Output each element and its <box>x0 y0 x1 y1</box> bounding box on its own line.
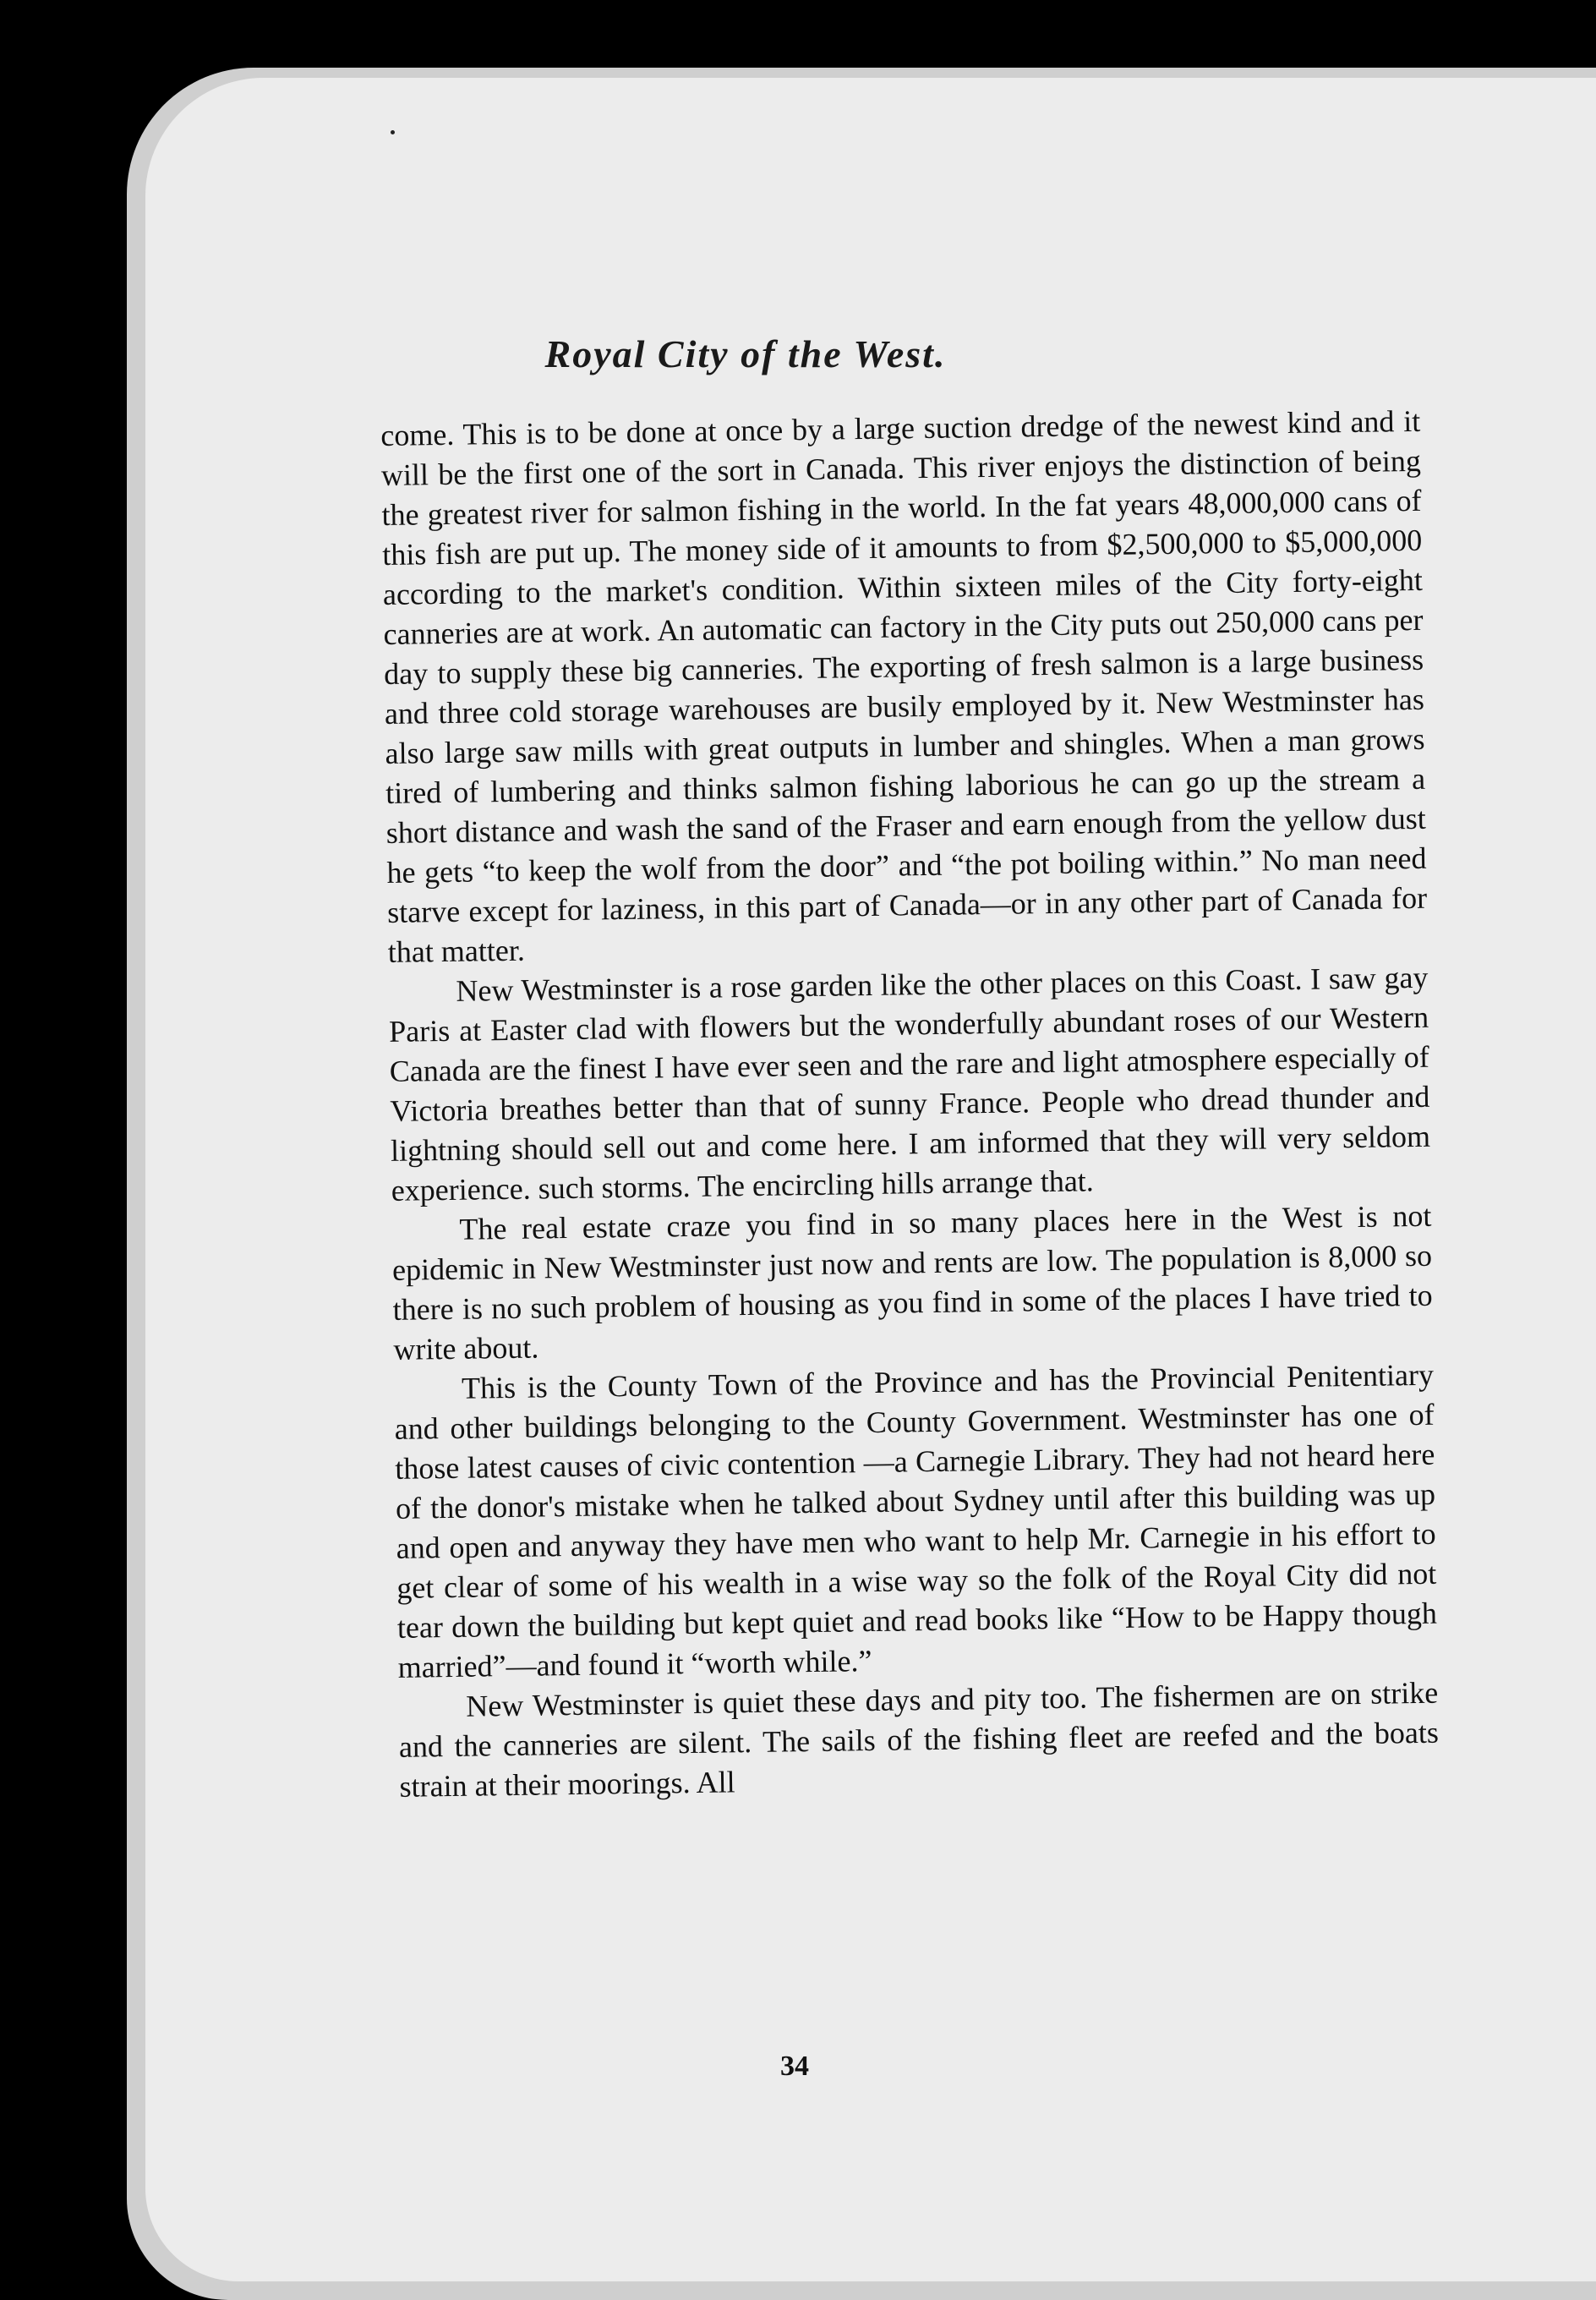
page-number: 34 <box>780 2051 809 2082</box>
ink-speck <box>391 130 395 134</box>
running-head: Royal City of the West. <box>544 332 947 375</box>
paragraph: New Westminster is a rose garden like the other places on this Coast. I saw gay Paris at Easter clad with flowers but the wonderfully abundant roses of our Western Canada are the finest I have ever seen and the rare and light atmosphere especially of Victoria breathes better than that of sunny France. People who dread thunder and lightning should sell out and come here. I am informed that they will very seldom experience. such storms. The encircling hills arrange that. <box>388 960 1431 1208</box>
book-page <box>145 78 1596 2281</box>
paragraph: New Westminster is quiet these days and pity too. The fishermen are on strike and the canneries are silent. The sails of the fishing fleet are reefed and the boats strain at their moorings. All <box>398 1675 1440 1804</box>
body-text <box>380 402 1440 1807</box>
paragraph: This is the County Town of the Province and has the Provincial Penitentiary and other buildings belonging to the County Government. Westminster has one of those latest causes of civic contention —a Carnegie Library. They had not heard here of the donor's mistake when he talked about Sydney until after this building was up and open and anyway they have men who want to help Mr. Carnegie in his effort to get clear of some of his wealth in a wise way so the folk of the Royal City did not tear down the building but kept quiet and read books like “How to be Happy though married”—and found it “worth while.” <box>394 1357 1438 1684</box>
paragraph: The real estate craze you find in so many places here in the West is not epidemic in New Westminster just now and rents are low. The population is 8,000 so there is no such problem of housing as you find in some of the places I have tried to write about. <box>391 1198 1433 1366</box>
paragraph: come. This is to be done at once by a large suction dredge of the newest kind and it will be the first one of the sort in Canada. This river enjoys the distinction of being the greatest river for salmon fishing in the world. In the fat years 48,000,000 cans of this fish are put up. The money side of it amounts to from $2,500,000 to $5,000,000 according to the market's condition. Within sixteen miles of the City forty-eight canneries are at work. An automatic can factory in the City puts out 250,000 cans per day to supply these big canneries. The exporting of fresh salmon is a large business and three cold storage warehouses are busily employed by it. New Westminster has also large saw mills with great outputs in lumber and shingles. When a man grows tired of lumbering and thinks salmon fishing laborious he can go up the stream a short distance and wash the sand of the Fraser and earn enough from the yellow dust he gets “to keep the wolf from the door” and “the pot boiling within.” No man need starve except for laziness, in this part of Canada—or in any other part of Canada for that matter. <box>380 403 1428 969</box>
